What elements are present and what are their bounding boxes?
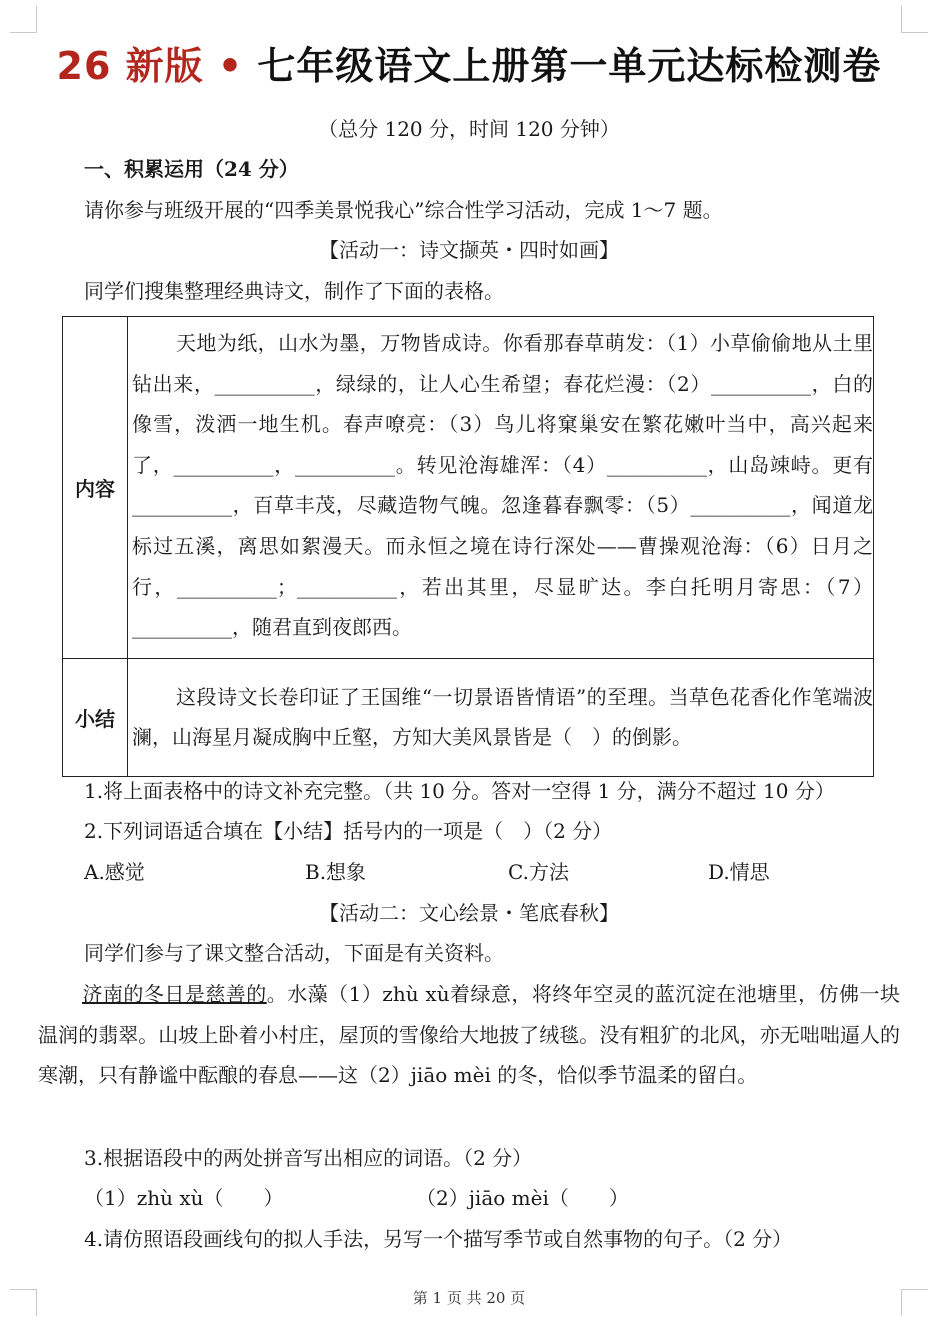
activity2-intro: 同学们参与了课文整合活动，下面是有关资料。 xyxy=(84,941,504,965)
page-footer: 第 1 页 共 20 页 xyxy=(412,1289,526,1307)
title-edition: 26 新版 • xyxy=(56,44,244,88)
q3-blank-1: （1）zhù xù（ ） xyxy=(84,1186,284,1210)
passage-underlined-sentence: 济南的冬日是慈善的 xyxy=(82,982,267,1006)
page-title xyxy=(0,38,938,94)
poem-table xyxy=(62,316,874,777)
option-c: C.方法 xyxy=(508,860,569,884)
question-3: 3.根据语段中的两处拼音写出相应的词语。（2 分） xyxy=(84,1146,533,1170)
question-4: 4.请仿照语段画线句的拟人手法，另写一个描写季节或自然事物的句子。（2 分） xyxy=(84,1227,793,1251)
activity1-intro: 同学们搜集整理经典诗文，制作了下面的表格。 xyxy=(84,279,504,303)
content-text: 天地为纸，山水为墨，万物皆成诗。你看那春草萌发：（1）小草偷偷地从土里钻出来，__________，绿绿的，让人心生希望；春花烂漫：（2）__________，白的像雪，泼洒一地生机。春声嘹亮：（3）鸟儿将窠巢安在繁花嫩叶当中，高兴起来了，__________，__________。转见沧海雄浑：（4）__________，山岛竦峙。更有__________，百草丰茂，尽藏造物气魄。忽逢暮春飘零：（5）__________，闻道龙标过五溪，离思如絮漫天。而永恒之境在诗行深处——曹操观沧海：（6）日月之行，__________；__________，若出其里，尽显旷达。李白托明月寄思：（7）__________，随君直到夜郎西。 xyxy=(132,331,873,640)
question-1: 1.将上面表格中的诗文补充完整。（共 10 分。答对一空得 1 分，满分不超过 10 分） xyxy=(84,779,835,803)
activity2-heading: 【活动二：文心绘景・笔底春秋】 xyxy=(319,901,619,925)
title-main: 七年级语文上册第一单元达标检测卷 xyxy=(257,44,882,88)
section-intro: 请你参与班级开展的“四季美景悦我心”综合性学习活动，完成 1～7 题。 xyxy=(84,198,723,222)
summary-text: 这段诗文长卷印证了王国维“一切景语皆情语”的至理。当草色花香化作笔端波澜，山海星月凝成胸中丘壑，方知大美风景皆是（ ）的倒影。 xyxy=(132,684,873,750)
exam-info: （总分 120 分，时间 120 分钟） xyxy=(318,117,620,141)
passage-text: 。水藻（1）zhù xù着绿意，将终年空灵的蓝沉淀在池塘里，仿佛一块温润的翡翠。山坡上卧着小村庄，屋顶的雪像给大地披了绒毯。没有粗犷的北风，亦无咄咄逼人的寒潮，只有静谧中酝酿的春息——这（2）jiāo mèi 的冬，恰似季节温柔的留白。 xyxy=(38,982,900,1088)
option-d: D.情思 xyxy=(708,860,770,884)
content-label: 内容 xyxy=(63,317,128,659)
passage xyxy=(38,974,900,1096)
summary-cell xyxy=(128,658,874,776)
option-b: B.想象 xyxy=(305,860,367,884)
option-a: A.感觉 xyxy=(84,860,145,884)
section-heading: 一、积累运用（24 分） xyxy=(84,157,299,181)
crop-mark-top-right xyxy=(901,6,928,33)
question-2: 2.下列词语适合填在【小结】括号内的一项是（ ）（2 分） xyxy=(84,819,613,843)
activity1-heading: 【活动一：诗文撷英・四时如画】 xyxy=(319,238,619,262)
content-cell xyxy=(128,317,874,659)
summary-label: 小结 xyxy=(63,658,128,776)
crop-mark-top-left xyxy=(10,6,37,33)
q3-blank-2: （2）jiāo mèi（ ） xyxy=(416,1186,629,1210)
